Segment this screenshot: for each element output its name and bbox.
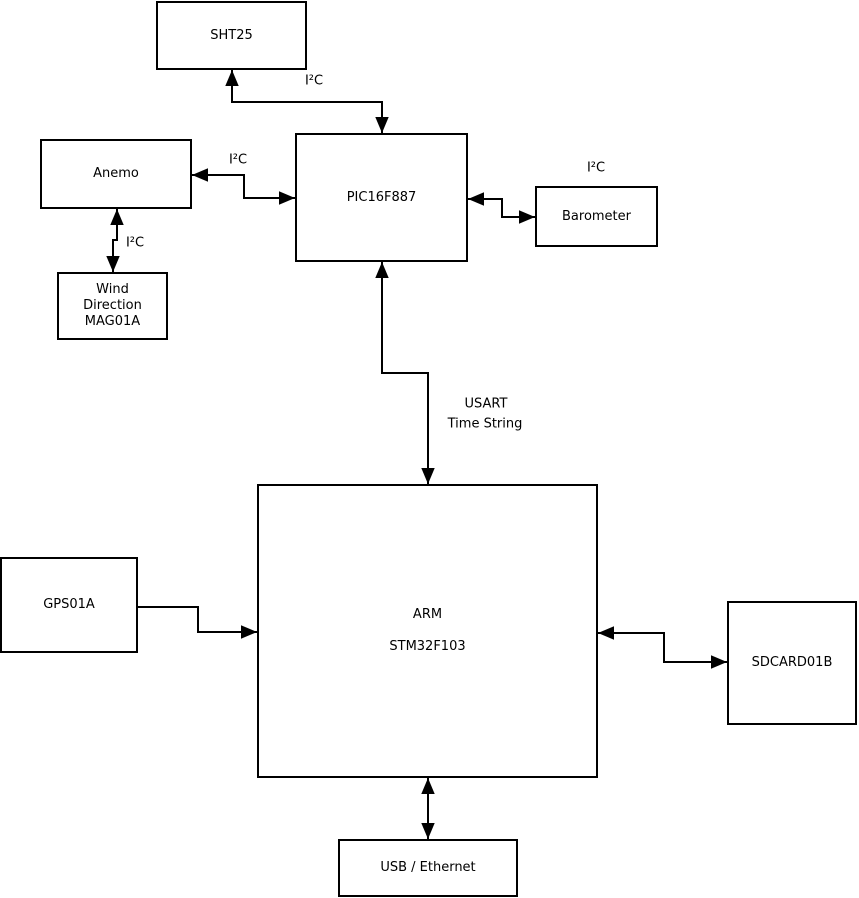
box-arm-stm32f103 <box>257 484 598 778</box>
label-i2c-anemo: I²C <box>228 152 248 168</box>
label-usart: USART <box>464 396 508 412</box>
box-arm-label-line2: STM32F103 <box>389 639 466 654</box>
box-sdcard01b <box>727 601 857 725</box>
box-usb-ethernet <box>338 839 518 897</box>
connector-pic-barometer <box>468 199 535 217</box>
box-gps01a <box>0 557 138 653</box>
box-arm-label-line1: ARM <box>412 607 443 622</box>
connector-anemo-pic <box>192 175 295 198</box>
box-sht25-label: SHT25 <box>210 27 253 43</box>
box-pic16f887-label: PIC16F887 <box>346 189 417 205</box>
box-wind-direction-label-line1: Wind <box>96 282 129 297</box>
box-wind-direction-label-line2: Direction <box>83 298 142 313</box>
box-pic16f887 <box>295 133 468 262</box>
label-time-string: Time String <box>447 416 523 432</box>
connector-arm-sdcard <box>598 633 727 662</box>
box-anemo-label: Anemo <box>93 166 139 181</box>
box-sht25 <box>156 1 307 70</box>
box-wind-direction <box>57 272 168 340</box>
connector-gps-arm <box>138 607 257 632</box>
label-i2c-sht25: I²C <box>304 73 324 89</box>
label-i2c-wind: I²C <box>125 235 145 251</box>
connector-pic-arm <box>382 262 428 484</box>
box-usb-ethernet-label: USB / Ethernet <box>380 860 476 875</box>
label-i2c-barometer: I²C <box>586 160 606 176</box>
box-wind-direction-label-line3: MAG01A <box>84 314 141 329</box>
box-gps01a-label: GPS01A <box>43 597 95 612</box>
connector-anemo-wind-direction <box>113 209 117 272</box>
box-barometer-label: Barometer <box>562 208 631 224</box>
box-barometer <box>535 186 658 247</box>
box-sdcard01b-label: SDCARD01B <box>751 655 833 670</box>
box-anemo <box>40 139 192 209</box>
